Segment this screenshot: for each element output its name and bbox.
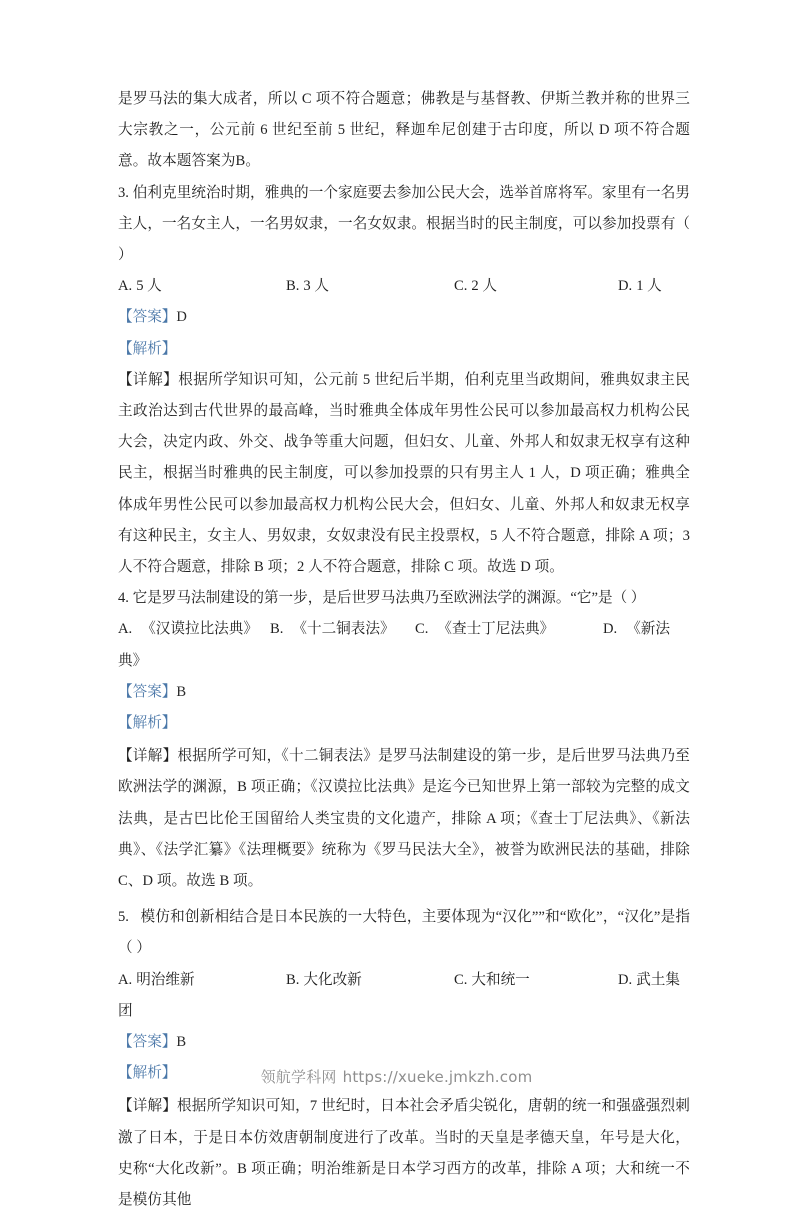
question-3-options (118, 271, 690, 302)
question-5-option-wrap: 团 (118, 1002, 133, 1019)
question-4-stem-text: 它是罗马法制建设的第一步，是后世罗马法典乃至欧洲法学的渊源。“它”是（ ） (132, 590, 646, 607)
question-4-option-d-text: 《新法 (626, 621, 670, 638)
question-5-analysis-tag: 【解析】 (118, 1065, 177, 1082)
question-3-analysis-tag: 【解析】 (118, 340, 177, 357)
question-5-option-c-text: 大和统一 (471, 971, 530, 988)
question-3-option-a-label: A. (118, 278, 133, 295)
question-5-answer-value: B (176, 1034, 187, 1051)
question-block-3 (118, 178, 690, 584)
question-5-option-d-label: D. (618, 971, 633, 988)
question-5-option-c[interactable] (454, 965, 530, 996)
question-4-answer-value: B (176, 683, 187, 700)
question-3-option-b-text: 3 人 (303, 278, 329, 295)
answer-tag: 【答案】 (118, 309, 177, 326)
question-4-option-c-label: C. (415, 621, 429, 638)
question-3-detail-text: 根据所学知识可知，公元前 5 世纪后半期，伯利克里当政期间，雅典奴隶主民主政治达到古代世界的最高峰，当时雅典全体成年男性公民可以参加最高权力机构公民大会，决定内政、外交、战争等重大问题，但妇女、儿童、外邦人和奴隶无权享有这种民主，根据当时雅典的民主制度，可以参加投票的只有男主人 1 人，D 项正确；雅典全体成年男性公民可以参加最高权力机构公民大会，但妇女、儿童、外邦人和奴隶无权享有这种民主，女主人、男奴隶，女奴隶没有民主投票权，5 人不符合题意，排除 A 项；3 人不符合题意，排除 B 项；2 人不符合题意，排除 C 项。故选 D 项。 (118, 371, 691, 576)
question-5-number: 5. (118, 909, 129, 926)
detail-tag: 【详解】 (118, 1098, 178, 1115)
question-3-option-c-label: C. (454, 278, 468, 295)
watermark-url: https://xueke.jmkzh.com (342, 1068, 533, 1086)
question-4-detail-text: 根据所学可知，《十二铜表法》是罗马法制建设的第一步，是后世罗马法典乃至欧洲法学的渊源，B 项正确；《汉谟拉比法典》是迄今已知世界上第一部较为完整的成文法典，是古巴比伦王国留给人类宝贵的文化遗产，排除 A 项；《查士丁尼法典》、《新法典》、《法学汇纂》《法理概要》统称为《罗马民法大全》，被誉为欧洲民法的基础，排除 C、D 项。故选 B 项。 (118, 748, 690, 890)
question-5-option-d[interactable] (618, 965, 680, 996)
question-4-option-a-label: A. (118, 621, 133, 638)
question-4-option-wrap: 典》 (118, 652, 148, 669)
question-4-option-b-text: 《十二铜表法》 (292, 621, 395, 638)
question-5-answer-row (118, 1027, 690, 1058)
question-4-option-c[interactable] (415, 614, 554, 645)
question-5-option-b[interactable] (286, 965, 362, 996)
question-block-4 (118, 583, 690, 897)
answer-tag: 【答案】 (118, 1034, 177, 1051)
footer-watermark (0, 1066, 793, 1087)
question-5-option-b-text: 大化改新 (303, 971, 362, 988)
question-3-option-a[interactable] (118, 271, 162, 302)
question-5-stem-text: 模仿和创新相结合是日本民族的一大特色，主要体现为“汉化””和“欧化”，“汉化”是指（ ） (118, 909, 690, 957)
detail-tag: 【详解】 (118, 371, 179, 388)
answer-tag: 【答案】 (118, 683, 177, 700)
question-4-option-c-text: 《查士丁尼法典》 (437, 621, 555, 638)
question-5-detail (118, 1091, 690, 1216)
question-block-5 (118, 897, 690, 1216)
question-4-detail (118, 741, 690, 897)
question-5-option-b-label: B. (286, 971, 300, 988)
question-4-option-b[interactable] (270, 614, 395, 645)
question-3-option-d-label: D. (618, 278, 633, 295)
question-5-option-a-text: 明治维新 (136, 971, 195, 988)
detail-tag: 【详解】 (118, 748, 178, 765)
question-4-option-a[interactable] (118, 614, 258, 645)
question-4-analysis-tag: 【解析】 (118, 715, 177, 732)
watermark-site-name: 领航学科网 (260, 1068, 337, 1086)
question-5-option-a-label: A. (118, 971, 133, 988)
question-3-answer-value: D (176, 309, 187, 326)
question-3-number: 3. (118, 184, 129, 201)
question-3-answer-row (118, 302, 690, 333)
question-5-option-d-text: 武土集 (636, 971, 680, 988)
question-3-option-b[interactable] (286, 271, 329, 302)
question-3-option-c[interactable] (454, 271, 497, 302)
question-4-option-d[interactable] (603, 614, 670, 645)
question-4-number: 4. (118, 590, 129, 607)
question-4-stem (118, 583, 690, 614)
question-4-options (118, 614, 690, 645)
question-5-detail-text: 根据所学知识可知，7 世纪时，日本社会矛盾尖锐化，唐朝的统一和强盛强烈刺激了日本，于是日本仿效唐朝制度进行了改革。当时的天皇是孝德天皇，年号是大化，史称“大化改新”。B 项正确；明治维新是日本学习西方的改革，排除 A 项；大和统一不是模仿其他 (118, 1098, 690, 1209)
question-4-option-a-text: 《汉谟拉比法典》 (141, 621, 258, 638)
question-4-answer-row (118, 677, 690, 708)
question-4-option-b-label: B. (270, 621, 284, 638)
continuation-paragraph: 是罗马法的集大成者，所以 C 项不符合题意；佛教是与基督教、伊斯兰教并称的世界三大宗教之一，公元前 6 世纪至前 5 世纪，释迦牟尼创建于古印度，所以 D 项不符合题意。故本题答案为B。 (118, 91, 690, 170)
question-3-stem-text: 伯利克里统治时期，雅典的一个家庭要去参加公民大会，选举首席将军。家里有一名男主人，一名女主人，一名男奴隶，一名女奴隶。根据当时的民主制度，可以参加投票有（ ） (118, 184, 690, 264)
question-3-option-a-text: 5 人 (136, 278, 162, 295)
question-3-option-b-label: B. (286, 278, 300, 295)
question-5-option-c-label: C. (454, 971, 468, 988)
question-5-option-a[interactable] (118, 965, 195, 996)
question-4-option-d-label: D. (603, 621, 618, 638)
question-3-option-d[interactable] (618, 271, 662, 302)
question-3-option-d-text: 1 人 (636, 278, 662, 295)
question-3-detail (118, 365, 690, 583)
question-3-stem (118, 178, 690, 272)
question-3-option-c-text: 2 人 (471, 278, 497, 295)
page-content (118, 84, 690, 1216)
question-5-options (118, 965, 690, 996)
question-5-stem (118, 902, 690, 964)
